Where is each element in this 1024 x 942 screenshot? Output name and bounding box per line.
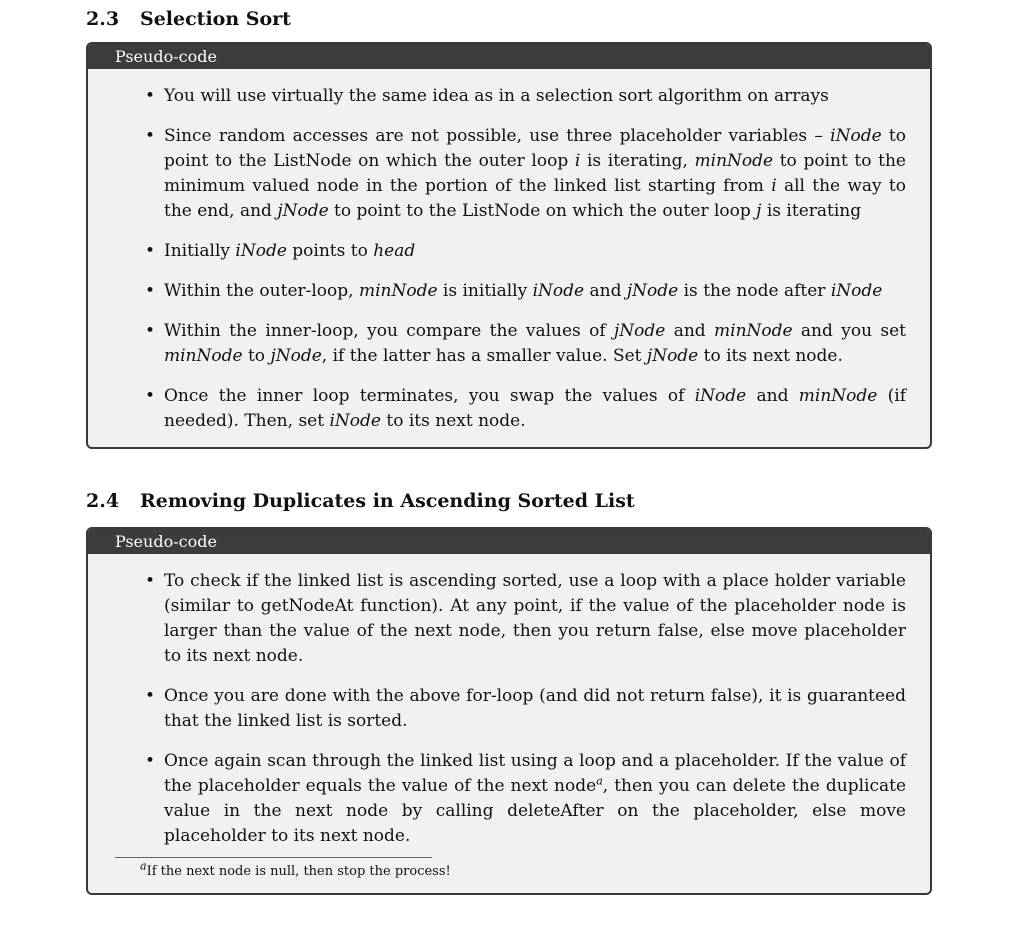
list-item: • Once the inner loop terminates, you swap the values of iNode and minNode (if needed). Then, set iNode to its next node. (145, 386, 906, 431)
math-variable: iNode (830, 281, 883, 301)
math-variable: minNode (164, 346, 243, 366)
math-variable: iNode (329, 411, 381, 431)
bullet-icon: • (145, 241, 156, 261)
footnote-mark: a (140, 859, 147, 873)
math-variable: i (771, 176, 777, 196)
bullet-icon: • (145, 386, 156, 406)
footnote (88, 859, 930, 882)
footnote-text: If the next node is null, then stop the process! (146, 864, 451, 879)
box-title: Pseudo-code (88, 44, 930, 69)
list-item: • Initially iNode points to head (164, 239, 906, 264)
bullet-icon: • (145, 281, 156, 301)
list-item: • Once you are done with the above for-loop (and did not return false), it is guaranteed that the linked list is sorted. (145, 686, 906, 731)
list-item: • To check if the linked list is ascending sorted, use a loop with a place holder variable (similar to getNodeAt function). At any point, if the value of the placeholder node is larger than the value of the next node, then you return false, else move placeholder to its next node. (145, 571, 906, 666)
math-variable: j (756, 201, 762, 221)
math-variable: iNode (532, 281, 585, 301)
bullet-icon: • (145, 321, 156, 341)
math-variable: minNode (714, 321, 793, 341)
math-variable: i (574, 151, 581, 171)
footnote-divider (115, 857, 432, 858)
bullet-icon: • (145, 86, 156, 106)
bullet-icon: • (145, 571, 156, 591)
list-item: • You will use virtually the same idea as in a selection sort algorithm on arrays (164, 84, 906, 109)
math-variable: minNode (358, 281, 438, 301)
footnote-mark: a (596, 774, 603, 788)
math-variable: head (373, 241, 416, 261)
math-variable: minNode (694, 151, 774, 171)
math-variable: jNode (277, 201, 329, 221)
box-title: Pseudo-code (88, 529, 930, 554)
section-title: Selection Sort (140, 8, 291, 30)
section-title: Removing Duplicates in Ascending Sorted List (140, 490, 635, 512)
bullet-list (88, 69, 930, 434)
math-variable: jNode (626, 281, 679, 301)
list-item: • Within the inner-loop, you compare the values of jNode and minNode and you set minNode to jNode, if the latter has a smaller value. Set jNode to its next node. (145, 321, 906, 366)
list-item: • Within the outer-loop, minNode is initially iNode and jNode is the node after iNode (164, 279, 906, 304)
bullet-icon: • (145, 126, 156, 146)
section-heading-selection-sort (86, 8, 291, 30)
bullet-list (88, 554, 930, 849)
math-variable: jNode (646, 346, 699, 366)
list-item: • Once again scan through the linked list using a loop and a placeholder. If the value of the placeholder equals the value of the next node$^a$, then you can delete the duplicate value in the next node by calling deleteAfter on the placeholder, else move placeholder to its next node. (145, 751, 906, 846)
math-variable: iNode (235, 241, 287, 261)
section-number: 2.4 (86, 490, 120, 512)
math-variable: jNode (614, 321, 666, 341)
bullet-icon: • (145, 751, 156, 771)
math-variable: minNode (798, 386, 878, 406)
list-item: • Since random accesses are not possible, use three placeholder variables – iNode to point to the ListNode on which the outer loop i is iterating, minNode to point to the minimum valued node in the portion of the linked list starting from i all the way to the end, and jNode to point to the ListNode on which the outer loop j is iterating (145, 126, 906, 221)
section-heading-removing-duplicates (86, 490, 635, 512)
math-variable: iNode (694, 386, 747, 406)
pseudo-code-box-selection-sort (86, 42, 932, 449)
bullet-icon: • (145, 686, 156, 706)
math-variable: jNode (270, 346, 322, 366)
section-number: 2.3 (86, 8, 120, 30)
pseudo-code-box-removing-duplicates (86, 527, 932, 895)
math-variable: iNode (830, 126, 882, 146)
